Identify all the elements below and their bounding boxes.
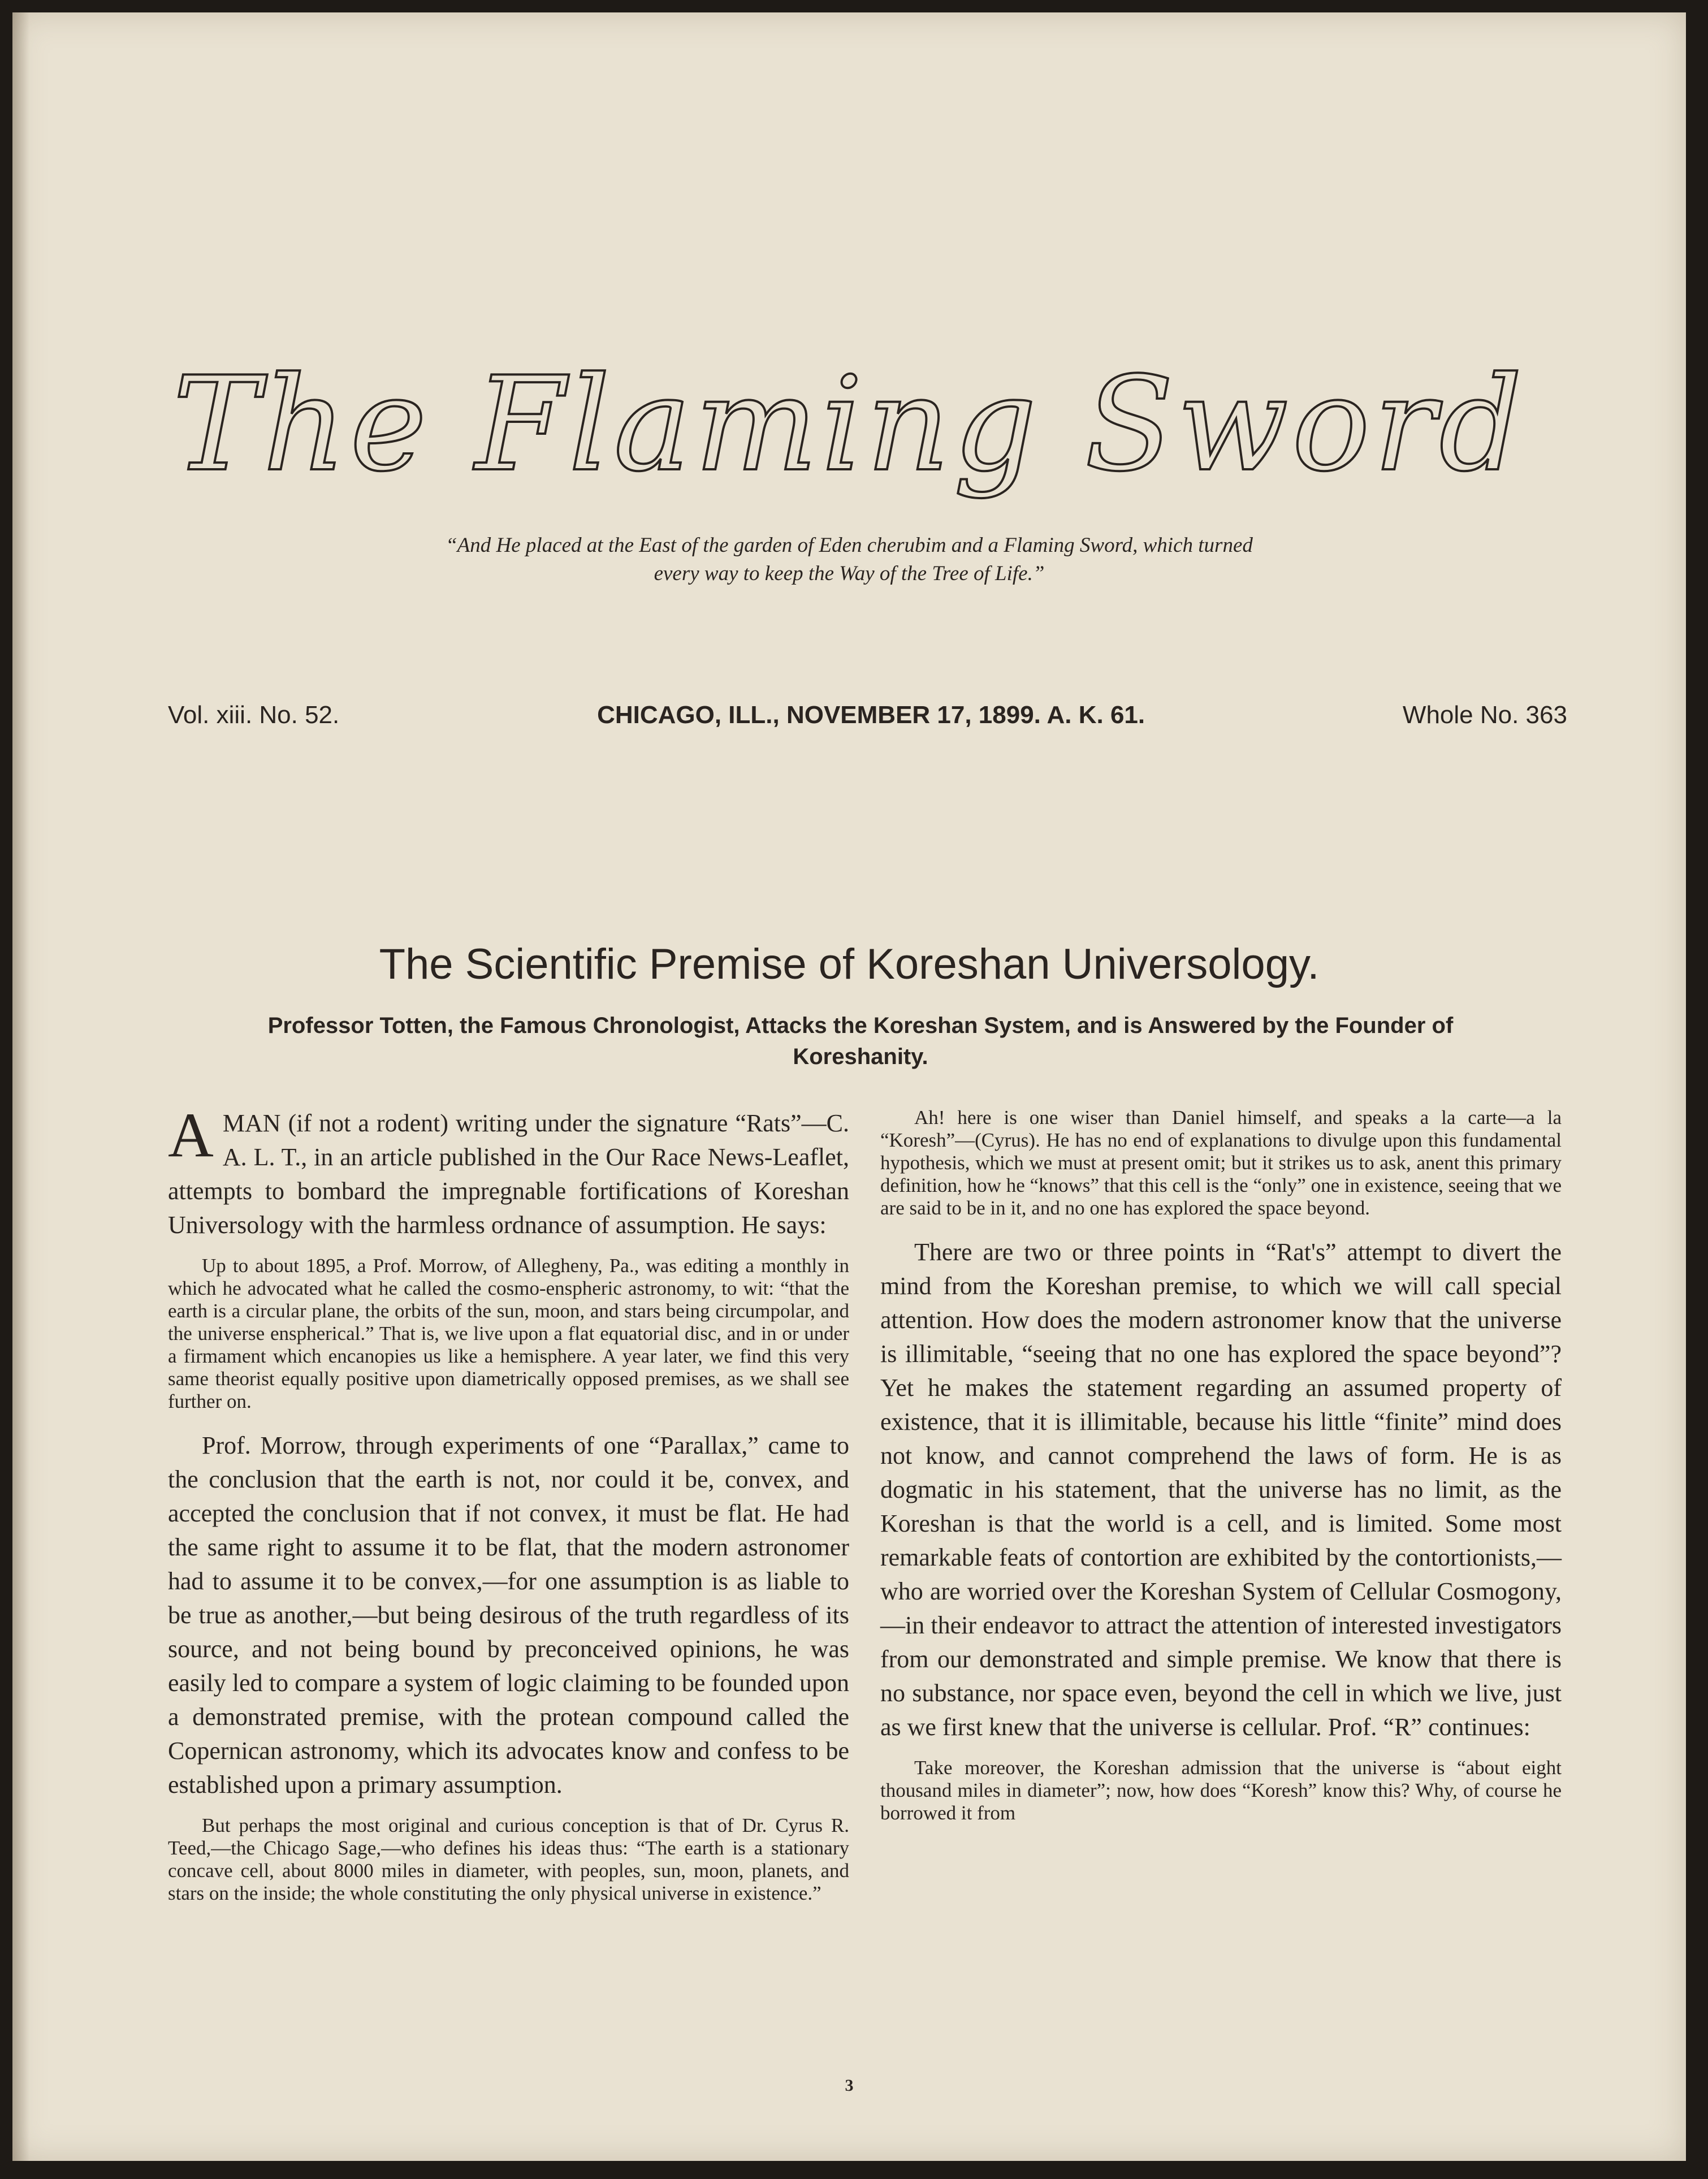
article-headline: The Scientific Premise of Koreshan Universology. <box>379 940 1320 988</box>
binding-shadow <box>12 12 29 2161</box>
place-date: CHICAGO, ILL., NOVEMBER 17, 1899. A. K. 61. <box>597 701 1145 729</box>
motto-line-1: “And He placed at the East of the garden of Eden cherubim and a Flaming Sword, which turned <box>446 534 1253 557</box>
masthead-motto <box>199 531 1499 588</box>
paragraph: There are two or three points in “Rat's” attempt to divert the mind from the Koreshan premise, to which we will call special attention. How does the modern astronomer know that the universe is illimitable, “seeing that no one has explored the space beyond”? Yet he makes the statement regarding an assumed property of existence, that it is illimitable, because his little “finite” mind does not know, and cannot comprehend the laws of form. He is as dogmatic in his statement, that the universe has no limit, as the Koreshan is that the world is a cell, and is limited. Some most remarkable feats of contortion are exhibited by the contortionists,—who are worried over the Koreshan System of Cellular Cosmogony,—in their endeavor to attract the attention of interested investigators from our demonstrated and simple premise. We know that there is no substance, nor space even, beyond the cell in which we live, just as we first knew that the universe is cellular. Prof. “R” continues: <box>880 1238 1562 1741</box>
volume-number: Vol. xiii. No. 52. <box>168 701 340 729</box>
column-left <box>168 1100 849 1921</box>
whole-number: Whole No. 363 <box>1402 701 1567 729</box>
quote-paragraph: Take moreover, the Koreshan admission that the universe is “about eight thousand miles in diameter”; now, how does “Koresh” know this? Why, of course he borrowed it from <box>880 1757 1562 1824</box>
newspaper-page <box>12 12 1686 2161</box>
paragraph: Prof. Morrow, through experiments of one “Parallax,” came to the conclusion that the earth is not, nor could it be, convex, and accepted the conclusion that if not convex, it must be flat. He had the same right to assume it to be flat, that the modern astronomer had to assume it to be convex,—for one assumption is as liable to be true as another,—but being desirous of the truth regardless of its source, and not being bound by preconceived opinions, he was easily led to compare a system of logic claiming to be founded upon a demonstrated premise, with the protean compound called the Copernican astronomy, which its advocates know and confess to be established upon a primary assumption. <box>168 1432 849 1798</box>
drop-cap: A <box>168 1100 214 1170</box>
motto-line-2: every way to keep the Way of the Tree of Life.” <box>654 561 1045 585</box>
quote-paragraph: Up to about 1895, a Prof. Morrow, of Allegheny, Pa., was editing a monthly in which he advocated what he called the cosmo-enspheric astronomy, to wit: “that the earth is a circular plane, the orbits of the sun, moon, and stars being circumpolar, and the universe enspherical.” That is, we live upon a flat equatorial disc, and in or under a firmament which encanopies us like a hemisphere. A year later, we find this very same theorist equally positive upon diametrically opposed premises, as we shall see further on. <box>168 1255 849 1412</box>
paragraph-opening <box>168 1100 849 1242</box>
paragraph-opening-text: MAN (if not a rodent) writing under the signature “Rats”—C. A. L. T., in an article published in the Our Race News-Leaflet, attempts to bombard the impregnable fortifications of Koreshan Universology with the harmless ordnance of assumption. He says: <box>168 1109 849 1239</box>
page-number: 3 <box>845 2076 854 2095</box>
issue-line <box>168 701 1567 729</box>
quote-paragraph: Ah! here is one wiser than Daniel himself, and speaks a la carte—a la “Koresh”—(Cyrus). He has no end of explanations to divulge upon this fundamental hypothesis, which we must at present omit; but it strikes us to ask, anent this primary definition, how he “knows” that this cell is the “only” one in existence, seeing that we are said to be in it, and no one has explored the space beyond. <box>880 1106 1562 1219</box>
article-subheadline: Professor Totten, the Famous Chronologist, Attacks the Koreshan System, and is Answered by the Founder of Koreshanity. <box>267 1013 1454 1070</box>
masthead-title: The Flaming Sword <box>172 349 1526 500</box>
quote-paragraph: But perhaps the most original and curious conception is that of Dr. Cyrus R. Teed,—the Chicago Sage,—who defines his ideas thus: “The earth is a stationary concave cell, about 8000 miles in diameter, with peoples, sun, moon, planets, and stars on the inside; the whole constituting the only physical universe in existence.” <box>168 1814 849 1904</box>
column-right <box>880 1106 1562 1840</box>
